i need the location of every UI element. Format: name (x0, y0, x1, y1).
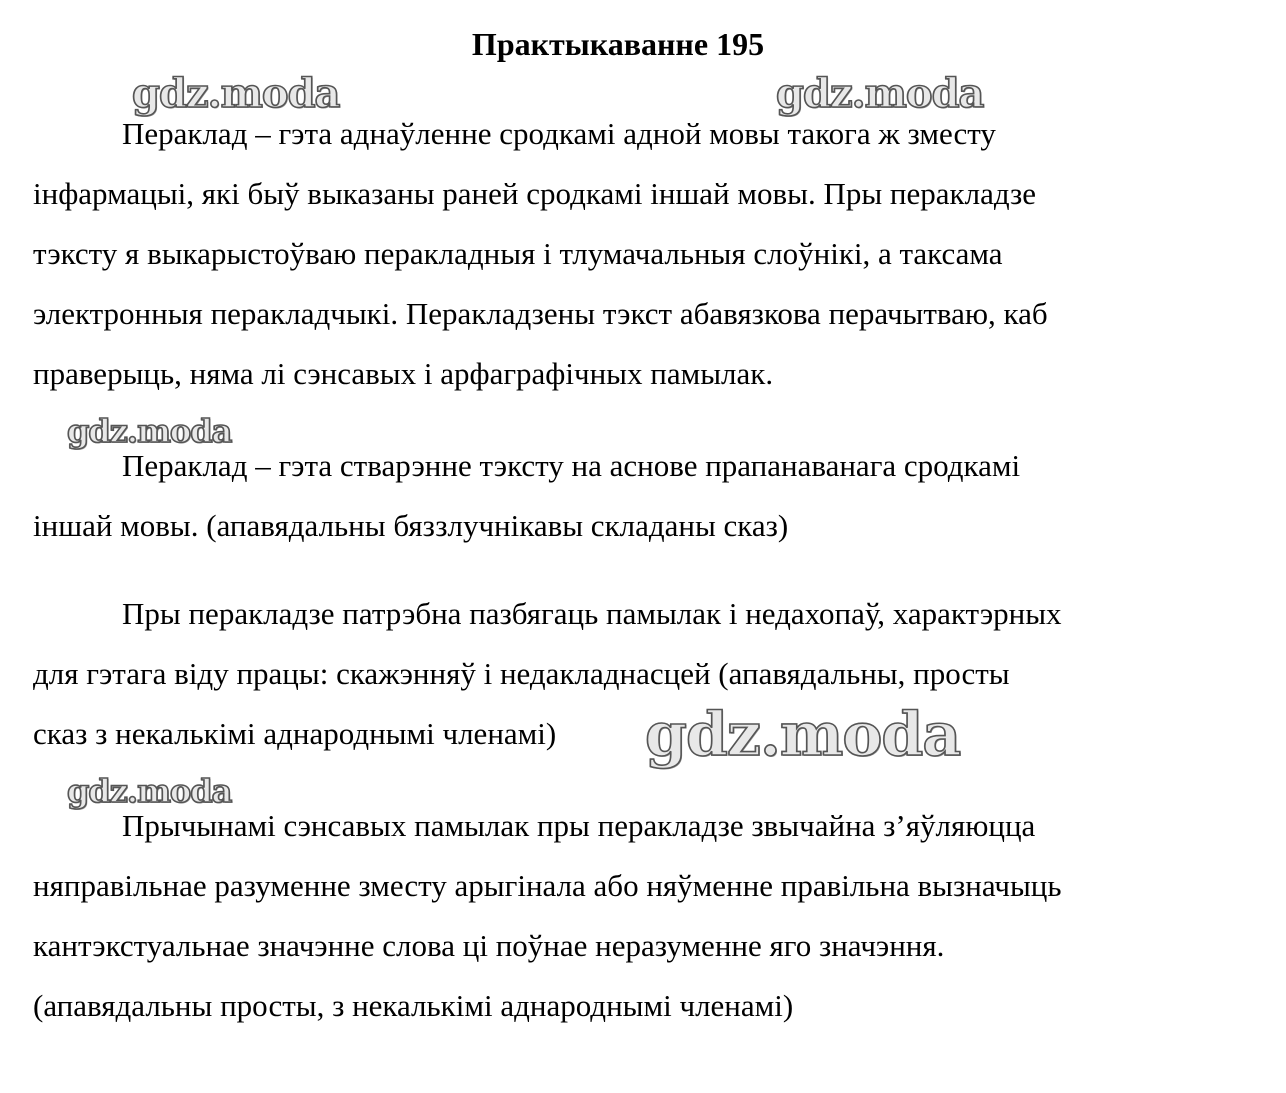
text-line: электронныя перакладчыкі. Перакладзены тэкст абавязкова перачытваю, каб (33, 296, 1048, 331)
text-line: Пераклад – гэта аднаўленне сродкамі адной мовы такога ж зместу (122, 116, 996, 151)
text-line: кантэкстуальнае значэнне слова ці поўнае неразуменне яго значэння. (33, 928, 945, 963)
watermark-logo: gdz.moda (645, 700, 961, 770)
text-line: тэксту я выкарыстоўваю перакладныя і тлумачальныя слоўнікі, а таксама (33, 236, 1003, 271)
text-line: (апавядальны просты, з некалькімі аднароднымі членамі) (33, 988, 794, 1023)
watermark-logo: gdz.moda (776, 70, 984, 117)
text-line: для гэтага віду працы: скажэнняў і недакладнасцей (апавядальны, просты (33, 656, 1010, 691)
text-line: Прычынамі сэнсавых памылак пры перакладзе звычайна з’яўляюцца (122, 808, 1036, 843)
text-line: інфармацыі, які быў выказаны раней сродкамі іншай мовы. Пры перакладзе (33, 176, 1036, 211)
page-title: Практыкаванне 195 (471, 26, 765, 62)
watermark-logo: gdz.moda (132, 70, 340, 117)
text-line: іншай мовы. (апавядальны бяззлучнікавы складаны сказ) (33, 508, 789, 543)
text-line: Пераклад – гэта стварэнне тэксту на аснове прапанаванага сродкамі (122, 448, 1021, 483)
watermark-logo: gdz.moda (67, 772, 232, 810)
text-line: праверыць, няма лі сэнсавых і арфаграфічных памылак. (33, 356, 774, 391)
watermark-logo: gdz.moda (67, 412, 232, 450)
text-line: няправільнае разуменне зместу арыгінала або няўменне правільна вызначыць (33, 868, 1062, 903)
text-line: сказ з некалькімі аднароднымі членамі) (33, 716, 557, 751)
text-line: Пры перакладзе патрэбна пазбягаць памылак і недахопаў, характэрных (122, 596, 1062, 631)
